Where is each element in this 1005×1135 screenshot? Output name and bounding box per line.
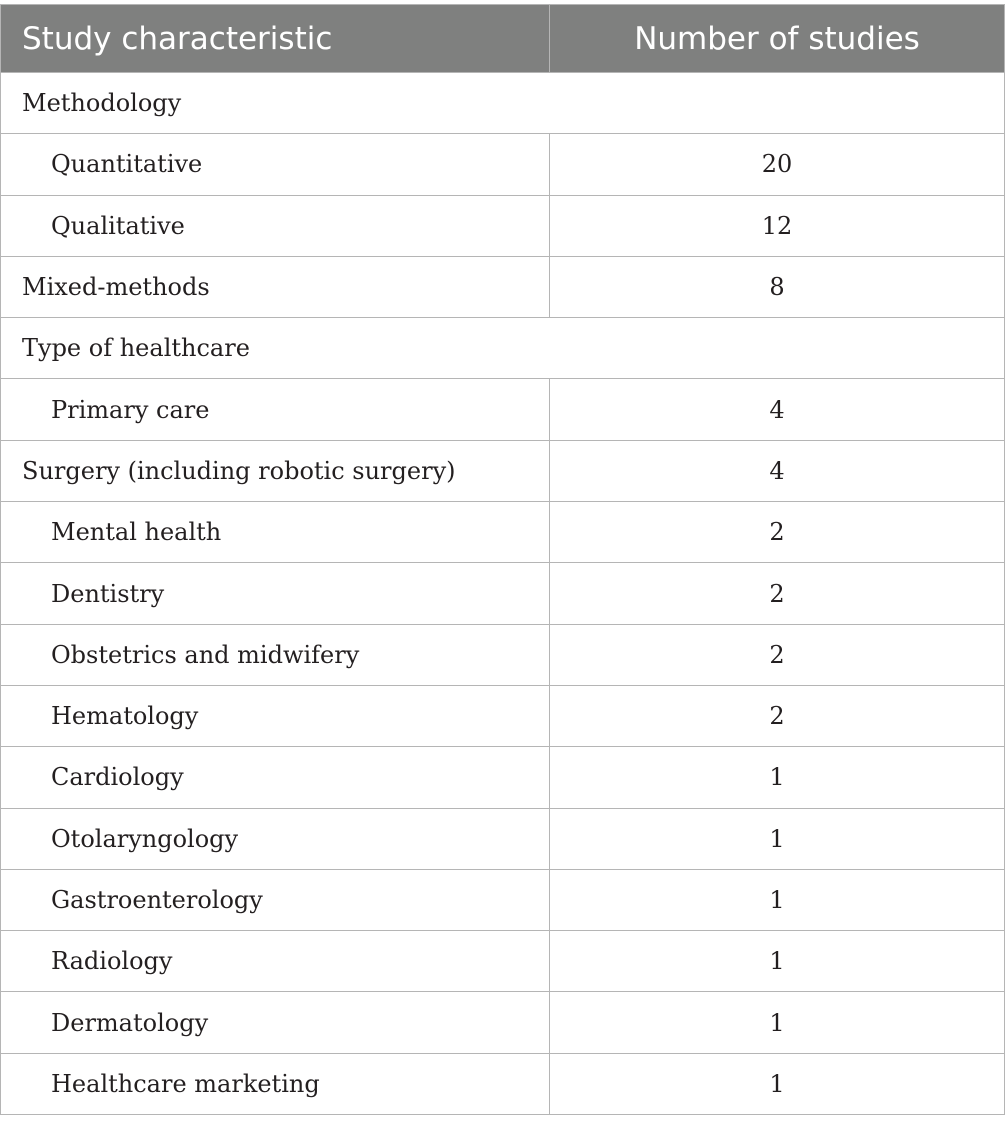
row-value: 1 bbox=[550, 931, 1005, 992]
row-label: Primary care bbox=[1, 379, 550, 440]
table-row bbox=[1, 134, 1005, 195]
row-value: 4 bbox=[550, 440, 1005, 501]
row-label: Gastroenterology bbox=[1, 869, 550, 930]
row-label: Quantitative bbox=[1, 134, 550, 195]
row-value: 2 bbox=[550, 563, 1005, 624]
row-value: 1 bbox=[550, 808, 1005, 869]
row-value: 12 bbox=[550, 195, 1005, 256]
table-section-row bbox=[1, 73, 1005, 134]
row-label: Healthcare marketing bbox=[1, 1053, 550, 1114]
table-row bbox=[1, 256, 1005, 317]
table-body bbox=[1, 73, 1005, 1115]
row-label: Surgery (including robotic surgery) bbox=[1, 440, 550, 501]
row-label: Obstetrics and midwifery bbox=[1, 624, 550, 685]
table-section-row bbox=[1, 318, 1005, 379]
row-value: 1 bbox=[550, 992, 1005, 1053]
row-label: Qualitative bbox=[1, 195, 550, 256]
header-number-of-studies: Number of studies bbox=[550, 5, 1005, 73]
row-value: 1 bbox=[550, 747, 1005, 808]
table-row bbox=[1, 992, 1005, 1053]
row-value: 8 bbox=[550, 256, 1005, 317]
row-value: 1 bbox=[550, 869, 1005, 930]
row-label: Mental health bbox=[1, 502, 550, 563]
table-row bbox=[1, 502, 1005, 563]
row-value: 20 bbox=[550, 134, 1005, 195]
table-row bbox=[1, 931, 1005, 992]
row-value: 1 bbox=[550, 1053, 1005, 1114]
table-row bbox=[1, 869, 1005, 930]
header-study-characteristic: Study characteristic bbox=[1, 5, 550, 73]
table-row bbox=[1, 747, 1005, 808]
row-value: 2 bbox=[550, 624, 1005, 685]
row-label: Mixed-methods bbox=[1, 256, 550, 317]
table-row bbox=[1, 379, 1005, 440]
row-label: Dermatology bbox=[1, 992, 550, 1053]
row-label: Cardiology bbox=[1, 747, 550, 808]
row-value: 2 bbox=[550, 502, 1005, 563]
table-row bbox=[1, 1053, 1005, 1114]
row-label: Otolaryngology bbox=[1, 808, 550, 869]
study-characteristics-table bbox=[0, 4, 1005, 1115]
row-label: Radiology bbox=[1, 931, 550, 992]
table-row bbox=[1, 440, 1005, 501]
section-label: Methodology bbox=[1, 73, 1005, 134]
row-value: 2 bbox=[550, 685, 1005, 746]
table-row bbox=[1, 563, 1005, 624]
table-row bbox=[1, 808, 1005, 869]
table-header-row bbox=[1, 5, 1005, 73]
row-value: 4 bbox=[550, 379, 1005, 440]
section-label: Type of healthcare bbox=[1, 318, 1005, 379]
table-row bbox=[1, 195, 1005, 256]
table-row bbox=[1, 685, 1005, 746]
row-label: Hematology bbox=[1, 685, 550, 746]
row-label: Dentistry bbox=[1, 563, 550, 624]
table-row bbox=[1, 624, 1005, 685]
